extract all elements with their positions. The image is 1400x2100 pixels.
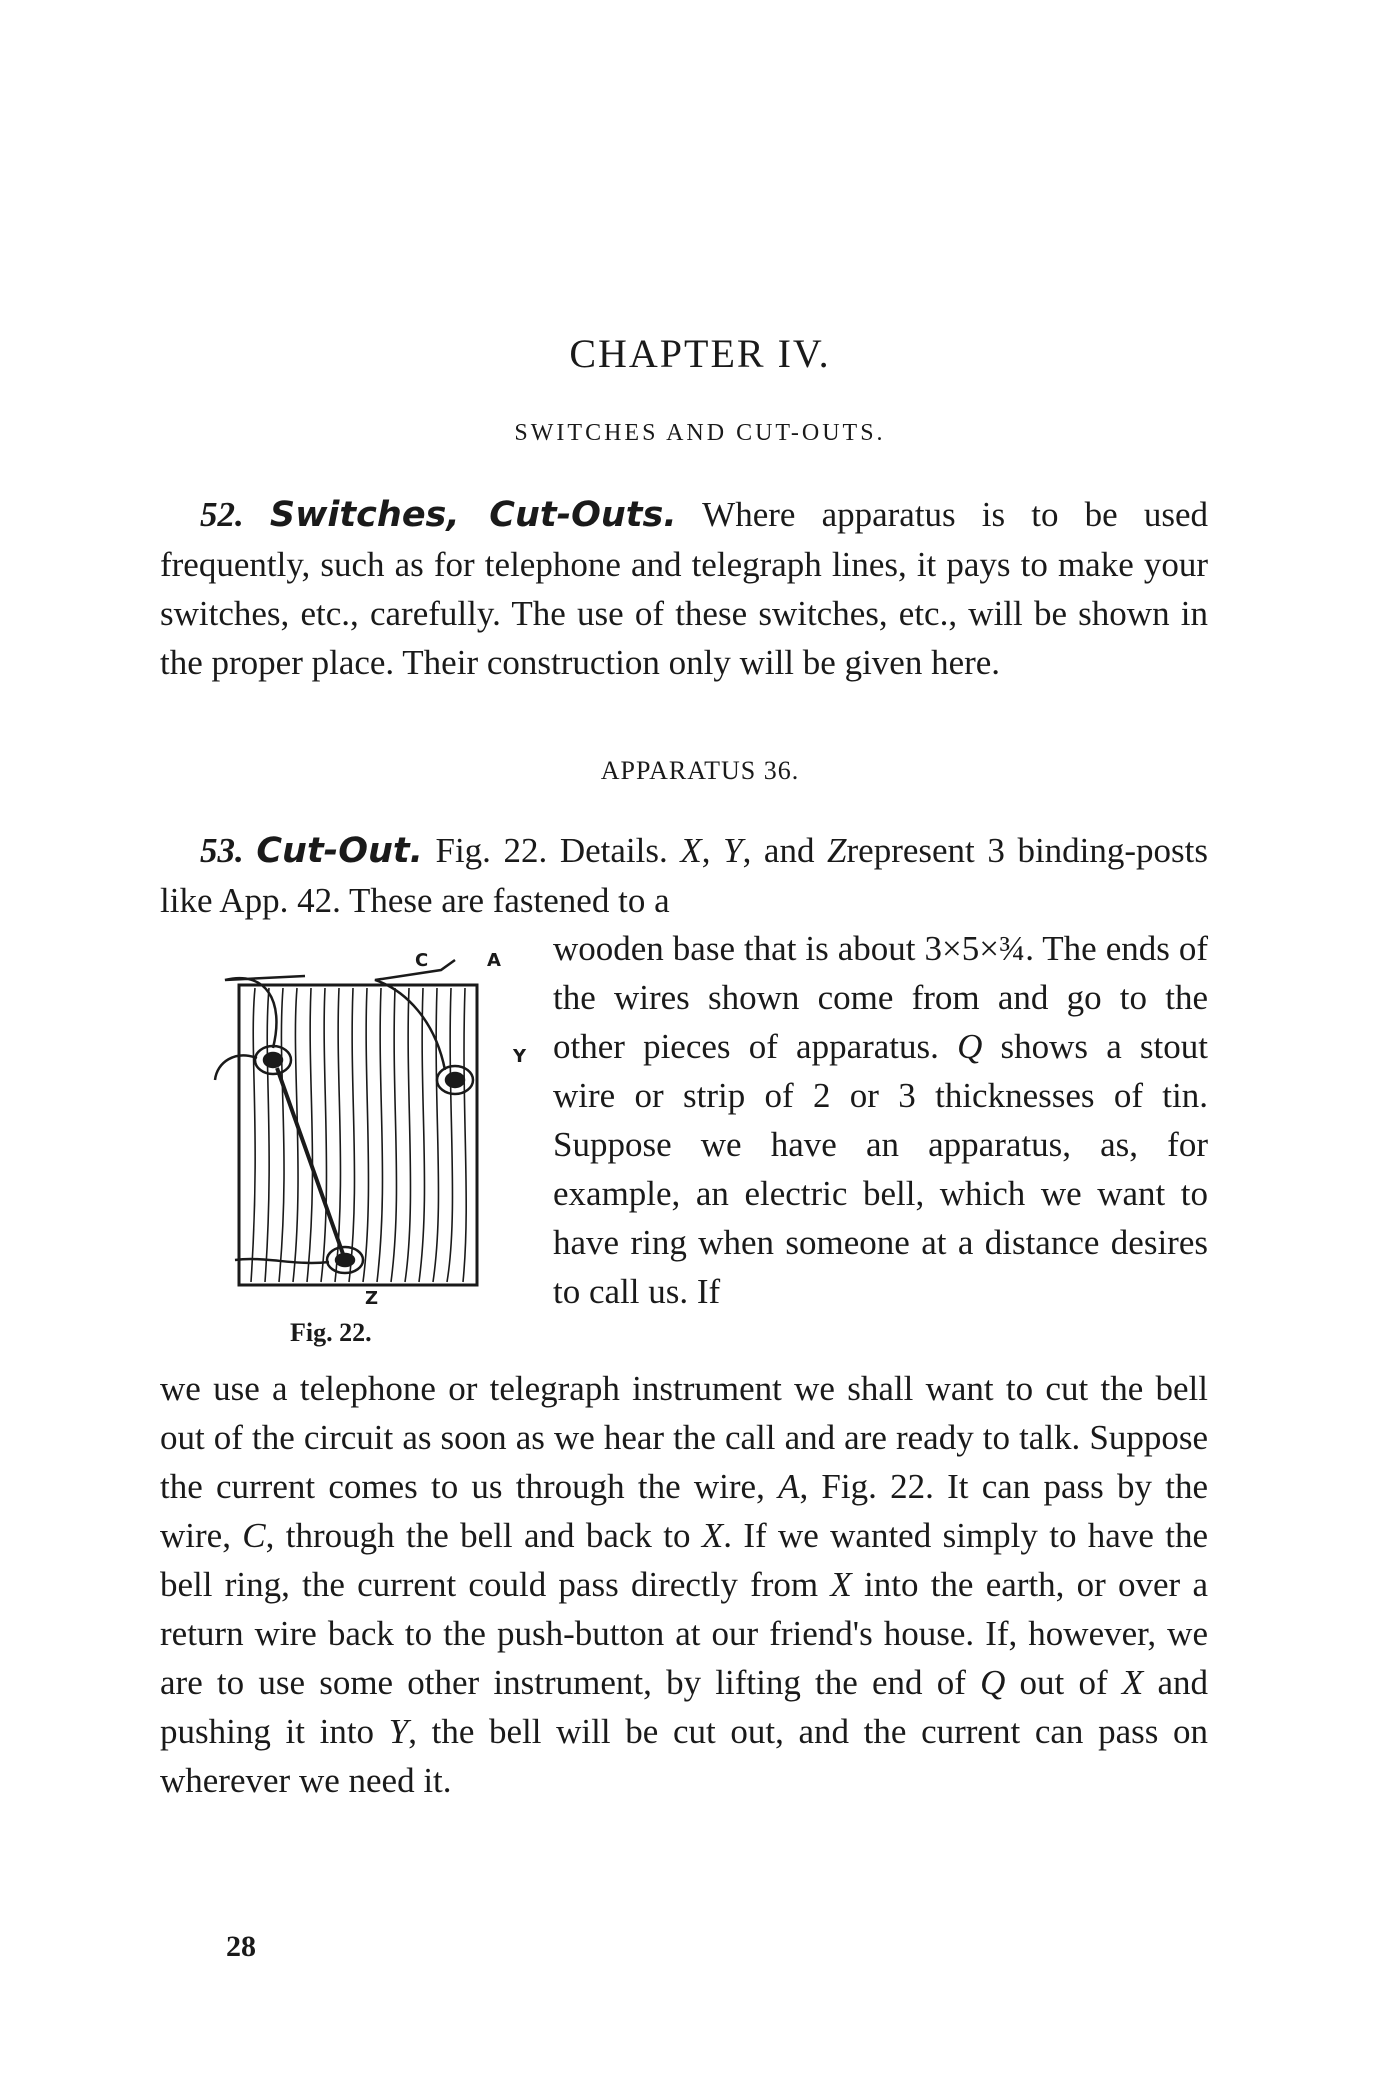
apparatus-heading: APPARATUS 36.	[600, 756, 800, 785]
paragraph-text: shows a stout wire or strip of 2 or 3 thicknesses of tin. Suppose we have an apparatus, as, for example, an electric bell, which we want to have ring when someone at a distance desires to call us. If	[553, 1027, 1209, 1311]
var-c: C	[242, 1516, 266, 1555]
cutout-drawing	[205, 930, 535, 1290]
section-number: 53.	[200, 831, 244, 870]
paragraph-text: we use a telephone or telegraph instrument we shall want to cut the bell out of the circuit as soon as we hear the call and are ready to talk. Suppose the current comes to us through the wire,	[160, 1369, 1208, 1506]
fig-label-y: Y	[513, 1046, 527, 1067]
section-number: 52.	[200, 495, 244, 534]
var-x: X	[1121, 1663, 1144, 1702]
var-y: Y	[723, 831, 743, 870]
paragraph-52	[160, 490, 1208, 687]
paragraph-text: and pushing it into	[160, 1663, 1208, 1751]
chapter-title: CHAPTER IV.	[569, 331, 831, 376]
paragraph-text: out of	[1005, 1663, 1122, 1702]
paragraph-text: . If we wanted simply to have the bell ring, the current could pass directly from	[160, 1516, 1208, 1604]
paragraph-text: , Fig. 22. It can pass by the wire,	[160, 1467, 1208, 1555]
var-a: A	[778, 1467, 800, 1506]
var-q: Q	[980, 1663, 1006, 1702]
paragraph-53-intro: 53. Cut-Out. Fig. 22. Details. X, Y, and Zrepresent 3 binding-posts like App. 42. These are fastened to a	[160, 831, 1209, 920]
paragraph-53-continued	[160, 1364, 1208, 1805]
var-x: X	[680, 831, 702, 870]
paragraph-text: , through the bell and back to	[265, 1516, 702, 1555]
figure-caption: Fig. 22.	[290, 1318, 372, 1347]
figure-22	[205, 930, 535, 1350]
var-x: X	[830, 1565, 852, 1604]
page-number: 28	[226, 1930, 256, 1963]
fig-label-a: A	[487, 950, 501, 971]
var-z: Z	[827, 831, 847, 870]
paragraph-text: represent 3 binding-posts like App. 42. These are fastened to a	[160, 831, 1209, 920]
var-x: X	[701, 1516, 724, 1555]
paragraph-text: into the earth, or over a return wire back to the push-button at our friend's house. If, however, we are to use some other instrument, by lifting the end of	[160, 1565, 1208, 1702]
paragraph-text: Fig. 22. Details.	[422, 831, 681, 870]
paragraph-text: , the bell will be cut out, and the current can pass on wherever we need it.	[160, 1712, 1209, 1800]
section-heading: Cut-Out.	[256, 831, 423, 871]
paragraph-53-wrap	[553, 924, 1208, 1316]
paragraph-text: Where apparatus is to be used frequently, such as for telephone and telegraph lines, it pays to make your switches, etc., carefully. The use of these switches, etc., will be shown in the proper place. Their construction only will be given here.	[160, 495, 1208, 682]
fig-label-c: C	[415, 950, 429, 971]
section-heading: Switches, Cut-Outs.	[269, 495, 677, 535]
var-y: Y	[388, 1712, 409, 1751]
paragraph-text: wooden base that is about 3×5×¾. The ends of the wires shown come from and go to the other pieces of apparatus.	[553, 929, 1208, 1066]
chapter-subtitle: SWITCHES AND CUT-OUTS.	[514, 420, 886, 446]
var-q: Q	[957, 1027, 983, 1066]
fig-label-z: Z	[365, 1288, 379, 1309]
